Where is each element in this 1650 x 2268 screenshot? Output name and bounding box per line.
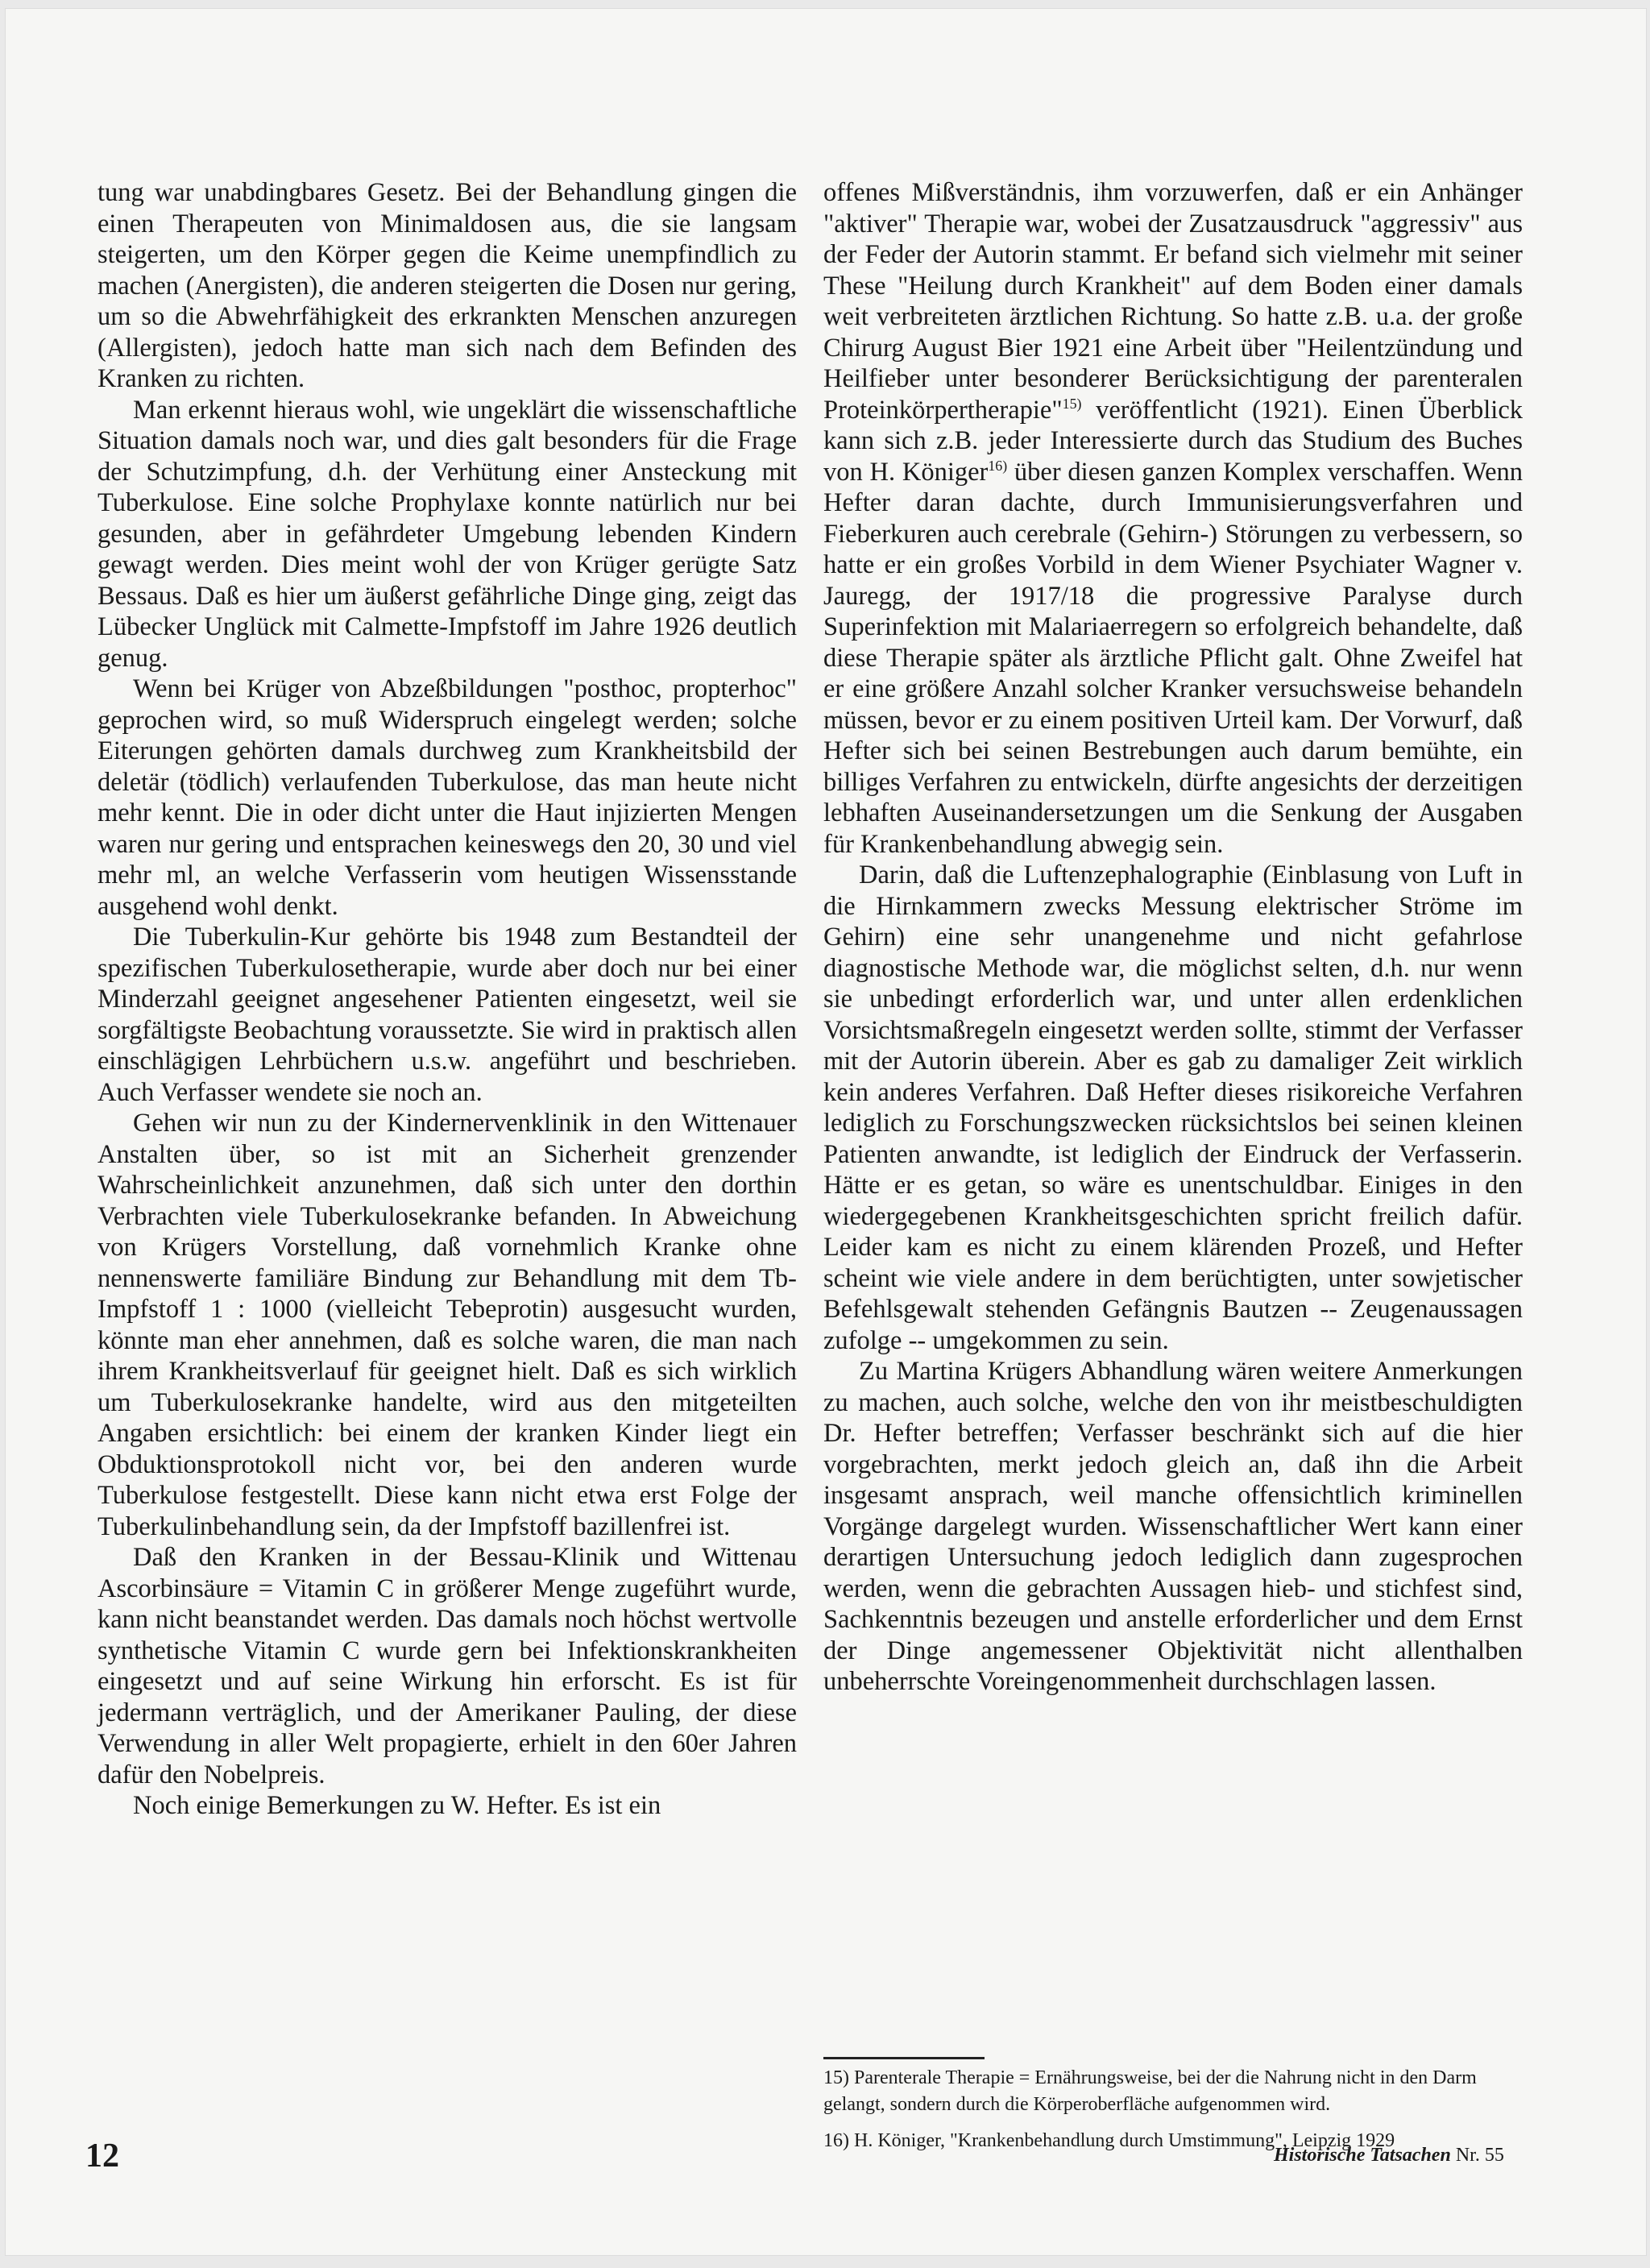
journal-name: Historische Tatsachen	[1274, 2145, 1451, 2166]
right-column	[823, 177, 1523, 1698]
text-run: über diesen ganzen Komplex verschaffen. Wenn Hefter daran dachte, durch Immunisierungsverfahren und Fieberkuren auch cerebrale (Gehirn-) Störungen zu verbessern, so hatte er ein großes Vorbild in dem Wiener Psychiater Wagner v. Jauregg, der 1917/18 die progressive Paralyse durch Superinfektion mit Malariaerregern so erfolgreich behandelte, daß diese Therapie später als ärztliche Pflicht galt. Ohne Zweifel hat er eine größere Anzahl solcher Kranker versuchsweise behandeln müssen, bevor er zu einem positiven Urteil kam. Der Vorwurf, daß Hefter sich bei seinen Bestrebungen auch darum bemühte, ein billiges Verfahren zu entwickeln, dürfte angesichts der derzeitigen lebhaften Auseinandersetzungen um die Senkung der Ausgaben für Krankenbehandlung abwegig sein.	[823, 457, 1523, 859]
paragraph: tung war unabdingbares Gesetz. Bei der Behandlung gingen die einen Therapeuten von Minimaldosen aus, die sie langsam steigerten, um den Körper gegen die Keime unempfindlich zu machen (Anergisten), die anderen steigerten die Dosen nur gering, um so die Abwehrfähigkeit des erkrankten Menschen anzuregen (Allergisten), jedoch hatte man sich nach dem Befinden des Kranken zu richten.	[97, 178, 797, 393]
paragraph: Gehen wir nun zu der Kindernervenklinik in den Wittenauer Anstalten über, so ist mit an Sicherheit grenzender Wahrscheinlichkeit anzunehmen, daß sich unter den dorthin Verbrachten viele Tuberkulosekranke befanden. In Abweichung von Krügers Vorstellung, daß vornehmlich Kranke ohne nennenswerte familiäre Bindung zur Behandlung mit dem Tb-Impfstoff 1 : 1000 (vielleicht Tebeprotin) ausgesucht wurden, könnte man eher annehmen, daß es solche waren, die man nach ihrem Krankheitsverlauf für geeignet hielt. Daß es sich wirklich um Tuberkulosekranke handelte, wird aus den mitgeteilten Angaben ersichtlich: bei einem der kranken Kinder liegt ein Obduktionsprotokoll nicht vor, bei den anderen wurde Tuberkulose festgestellt. Diese kann nicht etwa erst Folge der Tuberkulinbehandlung sein, da der Impfstoff bazillenfrei ist.	[97, 1109, 797, 1541]
paragraph: Noch einige Bemerkungen zu W. Hefter. Es ist ein	[133, 1791, 661, 1820]
paragraph: Zu Martina Krügers Abhandlung wären weitere Anmerkungen zu machen, auch solche, welche den von ihr meistbeschuldigten Dr. Hefter betreffen; Verfasser beschränkt sich auf die hier vorgebrachten, merkt jedoch gleich an, daß ihn die Arbeit insgesamt ansprach, weil manche offensichtlich kriminellen Vorgänge dargelegt wurden. Wissenschaftlicher Wert kann einer derartigen Untersuchung jedoch lediglich dann zugesprochen werden, wenn die gebrachten Aussagen hieb- und stichfest sind, Sachkenntnis bezeugen und anstelle erforderlicher und dem Ernst der Dinge angemessener Objektivität nicht allenthalben unbeherrschte Voreingenommenheit durchschlagen lassen.	[823, 1357, 1523, 1696]
footnote-15: 15) Parenterale Therapie = Ernährungsweise, bei der die Nahrung nicht in den Darm gelangt, sondern durch die Körperoberfläche aufgenommen wird.	[823, 2067, 1477, 2115]
text-run: offenes Mißverständnis, ihm vorzuwerfen, daß er ein Anhänger "aktiver" Therapie war, wobei der Zusatzausdruck "aggressiv" aus der Feder der Autorin stammt. Er befand sich vielmehr mit seiner These "Heilung durch Krankheit" auf dem Boden einer damals weit verbreiteten ärztlichen Richtung. So hatte z.B. u.a. der große Chirurg August Bier 1921 eine Arbeit über "Heilentzündung und Heilfieber unter besonderer Berücksichtigung der parenteralen Proteinkörpertherapie"	[823, 178, 1523, 425]
footnotes	[823, 2065, 1523, 2154]
paragraph: Man erkennt hieraus wohl, wie ungeklärt die wissenschaftliche Situation damals noch war, und dies galt besonders für die Frage der Schutzimpfung, d.h. der Verhütung einer Ansteckung mit Tuberkulose. Eine solche Prophylaxe konnte natürlich nur bei gesunden, aber in gefährdeter Umgebung lebenden Kindern gewagt werden. Dies meint wohl der von Krüger gerügte Satz Bessaus. Daß es hier um äußerst gefährliche Dinge ging, zeigt das Lübecker Unglück mit Calmette-Impfstoff im Jahre 1926 deutlich genug.	[97, 395, 797, 673]
paragraph: Daß den Kranken in der Bessau-Klinik und Wittenau Ascorbinsäure = Vitamin C in größerer Menge zugeführt wurde, kann nicht beanstandet werden. Das damals noch höchst wertvolle synthetische Vitamin C wurde gern bei Infektionskrankheiten eingesetzt und auf seine Wirkung hin erforscht. Es ist für jedermann verträglich, und der Amerikaner Pauling, der diese Verwendung in aller Welt propagierte, erhielt in den 60er Jahren dafür den Nobelpreis.	[97, 1543, 797, 1789]
journal-footer	[1274, 2145, 1504, 2166]
document-page	[5, 8, 1647, 2256]
paragraph: Wenn bei Krüger von Abzeßbildungen "posthoc, propterhoc" geprochen wird, so muß Widerspruch eingelegt werden; solche Eiterungen gehörten damals durchweg zum Krankheitsbild der deletär (tödlich) verlaufenden Tuberkulose, das man heute nicht mehr kennt. Die in oder dicht unter die Haut injizierten Mengen waren nur gering und entsprachen keineswegs den 20, 30 und viel mehr ml, an welche Verfasserin vom heutigen Wissensstande ausgehend wohl denkt.	[97, 674, 797, 921]
footnote-ref-15: 15)	[1062, 395, 1082, 412]
paragraph: Die Tuberkulin-Kur gehörte bis 1948 zum Bestandteil der spezifischen Tuberkulosetherapie, wurde aber doch nur bei einer Minderzahl geeignet angesehener Patienten eingesetzt, weil sie sorgfältigste Beobachtung voraussetzte. Sie wird in praktisch allen einschlägigen Lehrbüchern u.s.w. angeführt und beschrieben. Auch Verfasser wendete sie noch an.	[97, 923, 797, 1107]
left-column	[97, 177, 797, 1822]
paragraph	[823, 177, 1523, 860]
page-number: 12	[85, 2137, 119, 2175]
footnote-divider	[823, 2057, 985, 2059]
issue-number: Nr. 55	[1450, 2145, 1504, 2166]
footnote-16: 16) H. Königer, "Krankenbehandlung durch Umstimmung", Leipzig 1929	[823, 2130, 1395, 2151]
text-run: veröffentlicht (1921). Einen Überblick kann sich z.B. jeder Interessierte durch das Studium des Buches von H. Königer	[823, 395, 1523, 487]
footnote-ref-16: 16)	[988, 457, 1008, 474]
paragraph: Darin, daß die Luftenzephalographie (Einblasung von Luft in die Hirnkammern zwecks Messung elektrischer Ströme im Gehirn) eine sehr unangenehme und nicht gefahrlose diagnostische Methode war, die möglichst selten, d.h. nur wenn sie unbedingt erforderlich war, und unter allen erdenklichen Vorsichtsmaßregeln eingesetzt werden sollte, stimmt der Verfasser mit der Autorin überein. Aber es gab zu damaliger Zeit wirklich kein anderes Verfahren. Daß Hefter dieses risikoreiche Verfahren lediglich zu Forschungszwecken rücksichtslos bei seinen kleinen Patienten anwandte, ist lediglich der Eindruck der Verfasserin. Hätte er es getan, so wäre es unentschuldbar. Einiges in den wiedergegebenen Krankheitsgeschichten spricht freilich dafür. Leider kam es nicht zu einem klärenden Prozeß, und Hefter scheint wie viele andere in dem berüchtigten, unter sowjetischer Befehlsgewalt stehenden Gefängnis Bautzen -- Zeugenaussagen zufolge -- umgekommen zu sein.	[823, 860, 1523, 1355]
